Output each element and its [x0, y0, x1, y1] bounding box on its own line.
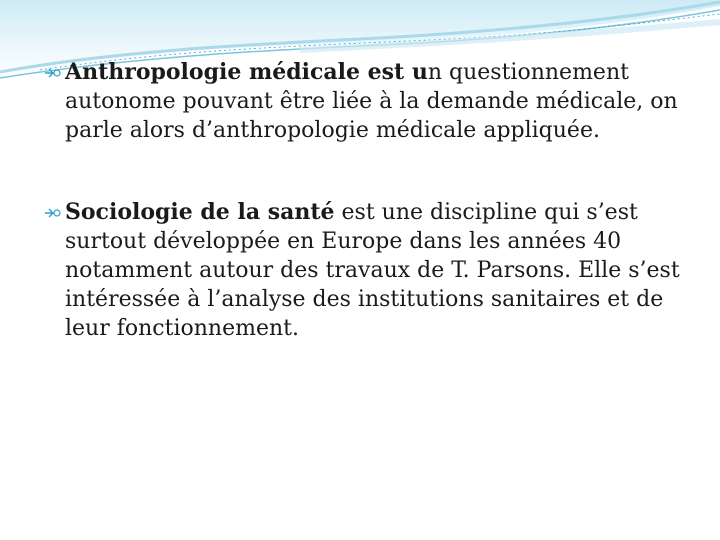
paragraph-bold-lead: Sociologie de la santé [65, 199, 335, 225]
bullet-paragraph-anthropologie [44, 58, 684, 145]
paragraph-body: est une discipline qui s’est surtout développée en Europe dans les années 40 notamment autour des travaux de T. Parsons. Elle s’est intéressée à l’analyse des institutions sanitaires et de leur fonctionnement. [65, 200, 680, 341]
paragraph-body: n questionnement autonome pouvant être liée à la demande médicale, on parle alors d’anthropologie médicale appliquée. [65, 60, 678, 143]
arrow-bullet-icon [44, 67, 61, 79]
paragraph-bold-lead: Anthropologie médicale est u [65, 59, 428, 85]
content-body [44, 58, 684, 343]
arrow-bullet-icon [44, 207, 61, 219]
bullet-paragraph-sociologie [44, 198, 684, 343]
